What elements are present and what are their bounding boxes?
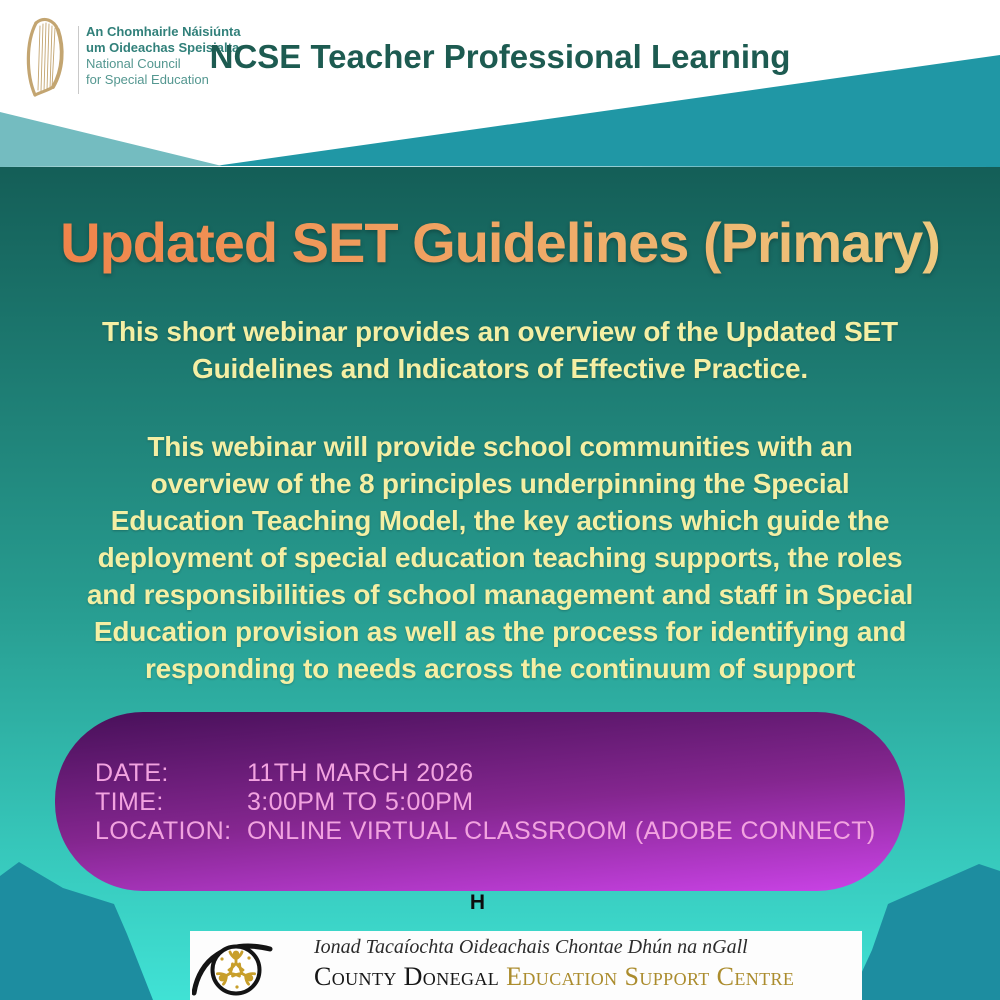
description-line: overview of the 8 principles underpinning the Special [150,468,850,499]
ncse-english-name-line2: for Special Education [86,72,209,87]
description-line: deployment of special education teaching supports, the roles [97,542,903,573]
ncse-english-name-line1: National Council [86,56,181,71]
intro-paragraph [0,313,1000,387]
centre-name [314,962,794,992]
intro-line: Guidelines and Indicators of Effective Practice. [192,353,808,384]
detail-value: 3:00PM TO 5:00PM [247,788,474,816]
centre-name-primary: County Donegal [314,962,507,991]
detail-label: DATE: [95,759,169,787]
description-line: responding to needs across the continuum of support [144,653,856,684]
header-title: NCSE Teacher Professional Learning [209,38,791,75]
footer-text [314,936,794,992]
description-line: This webinar will provide school communities with an [147,431,853,462]
page-title: Updated SET Guidelines (Primary) [0,210,1000,275]
description-paragraph [0,428,1000,687]
centre-name-secondary: Education Support Centre [506,962,795,991]
description-line: and responsibilities of school management and staff in Special [86,579,914,610]
detail-label: TIME: [95,788,164,816]
detail-value: ONLINE VIRTUAL CLASSROOM (ADOBE CONNECT) [247,817,876,845]
footnote-h: H [469,891,486,914]
centre-irish-name: Ionad Tacaíochta Oideachais Chontae Dhún na nGall [314,936,748,958]
detail-row-location [95,817,876,846]
event-details-box [55,712,905,891]
detail-row-time [95,788,876,817]
ncse-irish-name-line1: An Chomhairle Náisiúnta [86,24,241,39]
detail-row-date [95,759,876,788]
intro-line: This short webinar provides an overview of the Updated SET [102,316,898,347]
footer-banner [190,931,862,1000]
detail-label: LOCATION: [95,817,232,845]
event-details-rows [95,759,876,846]
description-line: Education Teaching Model, the key actions which guide the [110,505,890,536]
description-line: Education provision as well as the process for identifying and [93,616,907,647]
ncse-irish-name-line2: um Oideachas Speisialta [86,40,240,55]
detail-value: 11TH MARCH 2026 [247,759,474,787]
donegal-education-support-centre-logo-icon [192,932,288,1000]
